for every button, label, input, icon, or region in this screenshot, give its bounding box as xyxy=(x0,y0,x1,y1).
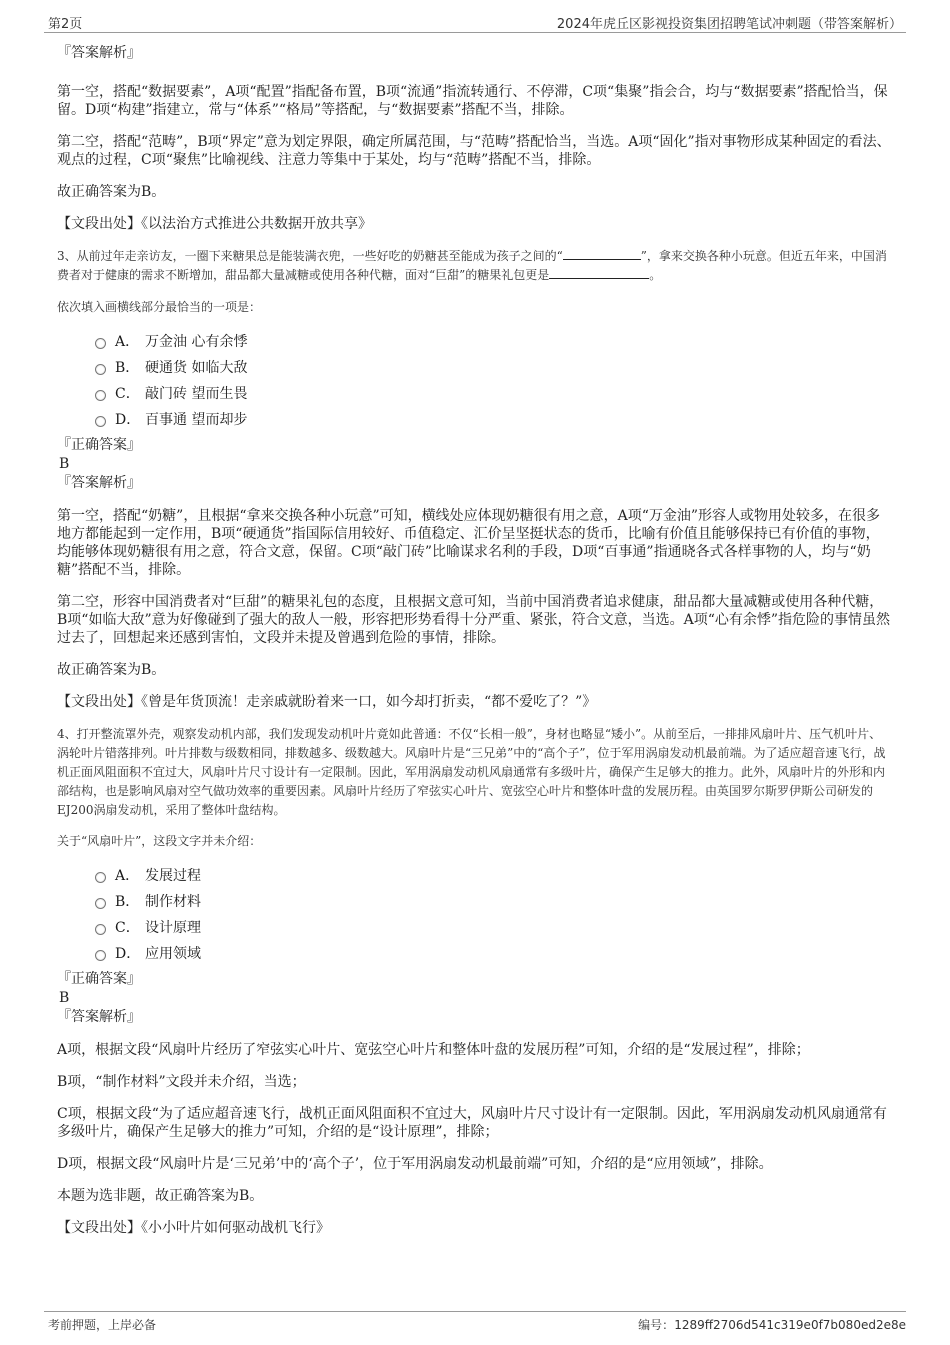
q4-analysis-a: A项，根据文段“风扇叶片经历了窄弦实心叶片、宽弦空心叶片和整体叶盘的发展历程”可知，介绍的是“发展过程”，排除； xyxy=(57,1042,810,1058)
document-title: 2024年虎丘区影视投资集团招聘笔试冲刺题（带答案解析） xyxy=(556,17,902,32)
q3-options xyxy=(57,332,893,436)
q3-stem-part1: 3、从前过年走亲访友，一圈下来糖果总是能装满衣兜，一些好吃的奶糖甚至能成为孩子之间的“ xyxy=(57,249,563,263)
radio-icon[interactable] xyxy=(95,416,106,427)
q4-correct-answer: B xyxy=(59,990,70,1006)
q3-stem xyxy=(57,247,893,285)
q3-prompt: 依次填入画横线部分最恰当的一项是： xyxy=(57,300,262,314)
radio-icon[interactable] xyxy=(95,950,106,961)
q3-source: 【文段出处】《曾是年货顶流！走亲戚就盼着来一口，如今却打折卖，“都不爱吃了？”》 xyxy=(57,694,597,710)
q3-option-c[interactable]: C． 敲门砖 望而生畏 xyxy=(95,384,893,410)
q4-option-d[interactable]: D． 应用领域 xyxy=(95,944,893,970)
document-code xyxy=(638,1316,906,1333)
radio-icon[interactable] xyxy=(95,364,106,375)
q3-correct-answer: B xyxy=(59,456,70,472)
q4-correct-label: 『正确答案』 xyxy=(57,971,141,987)
q4-conclusion: 本题为选非题，故正确答案为B。 xyxy=(57,1188,264,1204)
q4-option-b[interactable]: B． 制作材料 xyxy=(95,892,893,918)
q2-analysis-p1: 第一空，搭配“数据要素”，A项“配置”指配备布置，B项“流通”指流转通行、不停滞，C项“集聚”指会合，均与“数据要素”搭配恰当，保留。D项“构建”指建立，常与“体系”“格局”等搭配，与“数据要素”搭配不当，排除。 xyxy=(57,84,888,118)
q3-analysis-p2: 第二空，形容中国消费者对“巨甜”的糖果礼包的态度，且根据文意可知，当前中国消费者追求健康，甜品都大量减糖或使用各种代糖，B项“如临大敌”意为好像碰到了强大的敌人一般，形容把形势看得十分严重、紧张，符合文意，当选。A项“心有余悸”指危险的事情虽然过去了，回想起来还感到害怕，文段并未提及曾遇到危险的事情，排除。 xyxy=(57,594,891,646)
q4-analysis-c: C项，根据文段“为了适应超音速飞行，战机正面风阻面积不宜过大，风扇叶片尺寸设计有一定限制。因此，军用涡扇发动机风扇通常有多级叶片，确保产生足够大的推力”可知，介绍的是“设计原理”，排除； xyxy=(57,1106,887,1140)
q3-correct-label: 『正确答案』 xyxy=(57,437,141,453)
q3-blank-2 xyxy=(549,266,649,279)
q3-stem-part2: ”，拿来交换各种小玩意。但近五年来，中国消费者对于健康的需求不断增加，甜品都大量减糖或使用各种代糖，面对“巨甜”的糖果礼包更是 xyxy=(57,249,887,282)
q4-option-c[interactable]: C． 设计原理 xyxy=(95,918,893,944)
q4-source: 【文段出处】《小小叶片如何驱动战机飞行》 xyxy=(57,1220,330,1236)
q4-analysis-d: D项，根据文段“风扇叶片是‘三兄弟’中的‘高个子’，位于军用涡扇发动机最前端”可知，介绍的是“应用领域”，排除。 xyxy=(57,1156,773,1172)
q4-options xyxy=(57,866,893,970)
page-header xyxy=(44,12,906,33)
q4-analysis-label: 『答案解析』 xyxy=(57,1009,141,1025)
page-number: 第2页 xyxy=(48,17,83,32)
radio-icon[interactable] xyxy=(95,924,106,935)
q4-stem: 4、打开整流罩外壳，观察发动机内部，我们发现发动机叶片竟如此普通：不仅“长相一般”，身材也略显“矮小”。从前至后，一排排风扇叶片、压气机叶片、涡轮叶片错落排列。叶片排数与级数相同，排数越多、级数越大。风扇叶片是“三兄弟”中的“高个子”，位于军用涡扇发动机最前端。为了适应超音速飞行，战机正面风阻面积不宜过大，风扇叶片尺寸设计有一定限制。因此，军用涡扇发动机风扇通常有多级叶片，确保产生足够大的推力。此外，风扇叶片的外形和内部结构，也是影响风扇对空气做功效率的重要因素。风扇叶片经历了窄弦实心叶片、宽弦空心叶片和整体叶盘的发展历程。由英国罗尔斯罗伊斯公司研发的EJ200涡扇发动机，采用了整体叶盘结构。 xyxy=(57,727,886,817)
q4-option-a[interactable]: A． 发展过程 xyxy=(95,866,893,892)
radio-icon[interactable] xyxy=(95,338,106,349)
q4-analysis-b: B项，“制作材料”文段并未介绍，当选； xyxy=(57,1074,306,1090)
radio-icon[interactable] xyxy=(95,872,106,883)
radio-icon[interactable] xyxy=(95,898,106,909)
radio-icon[interactable] xyxy=(95,390,106,401)
q3-analysis-label: 『答案解析』 xyxy=(57,475,141,491)
q2-analysis-p2: 第二空，搭配“范畴”，B项“界定”意为划定界限，确定所属范围，与“范畴”搭配恰当，当选。A项“固化”指对事物形成某种固定的看法、观点的过程，C项“聚焦”比喻视线、注意力等集中于某处，均与“范畴”搭配不当，排除。 xyxy=(57,134,891,168)
document-code-label: 编号： xyxy=(638,1318,675,1332)
page-footer xyxy=(44,1311,906,1336)
page-content xyxy=(57,42,893,1237)
q3-option-b[interactable]: B． 硬通货 如临大敌 xyxy=(95,358,893,384)
document-code-value: 1289ff2706d541c319e0f7b080ed2e8e xyxy=(674,1318,906,1332)
q2-conclusion: 故正确答案为B。 xyxy=(57,184,166,200)
q3-conclusion: 故正确答案为B。 xyxy=(57,662,166,678)
q3-option-d[interactable]: D． 百事通 望而却步 xyxy=(95,410,893,436)
q2-source: 【文段出处】《以法治方式推进公共数据开放共享》 xyxy=(57,216,372,232)
q4-prompt: 关于“风扇叶片”，这段文字并未介绍： xyxy=(57,834,262,848)
q3-stem-part3: 。 xyxy=(649,268,662,282)
footer-motto: 考前押题，上岸必备 xyxy=(48,1318,157,1332)
q3-blank-1 xyxy=(563,247,641,260)
q3-analysis-p1: 第一空，搭配“奶糖”，且根据“拿来交换各种小玩意”可知，横线处应体现奶糖很有用之意，A项“万金油”形容人或物用处较多，在很多地方都能起到一定作用，B项“硬通货”指国际信用较好、币值稳定、汇价呈坚挺状态的货币，比喻有价值且能够保持已有价值的事物，均能够体现奶糖很有用之意，符合文意，保留。C项“敲门砖”比喻谋求名利的手段，D项“百事通”指通晓各式各样事物的人，均与“奶糖”搭配不当，排除。 xyxy=(57,508,881,578)
q3-option-a[interactable]: A． 万金油 心有余悸 xyxy=(95,332,893,358)
q2-analysis-label: 『答案解析』 xyxy=(57,45,141,61)
